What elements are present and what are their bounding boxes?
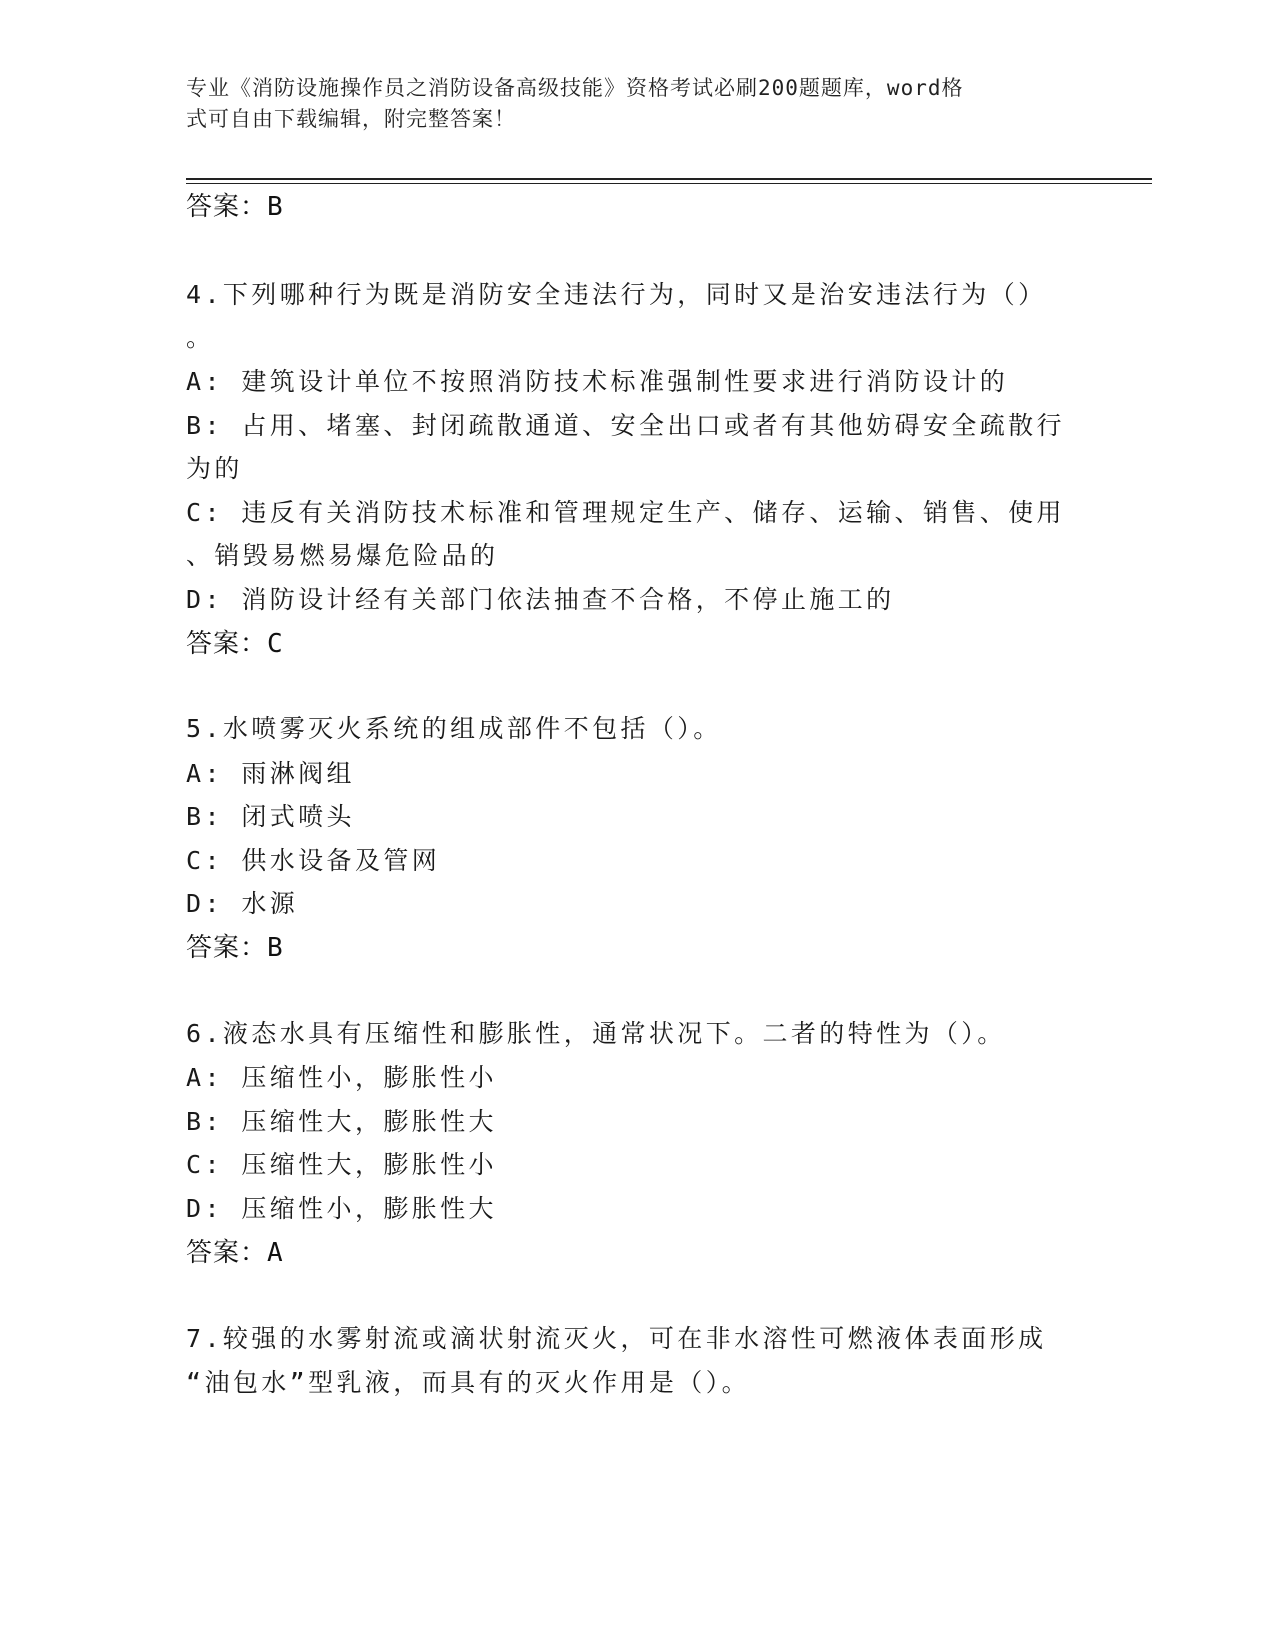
- answer-value: B: [267, 192, 284, 222]
- question-4-option-b-cont: 为的: [186, 454, 243, 483]
- question-4-stem-cont: 。: [186, 323, 215, 352]
- answer-value: A: [267, 1238, 284, 1268]
- question-5-stem: 5.水喷雾灭火系统的组成部件不包括（）。: [186, 714, 722, 743]
- question-6-option-a: A: 压缩性小，膨胀性小: [186, 1063, 497, 1092]
- question-6-option-c: C: 压缩性大，膨胀性小: [186, 1150, 497, 1179]
- answer-q5: [186, 927, 284, 964]
- answer-q3: [186, 186, 284, 223]
- question-6-option-b: B: 压缩性大，膨胀性大: [186, 1107, 497, 1136]
- answer-label: 答案：: [186, 629, 268, 659]
- question-4-stem: 4.下列哪种行为既是消防安全违法行为，同时又是治安违法行为（）: [186, 280, 1047, 309]
- question-5-option-b: B: 闭式喷头: [186, 802, 355, 831]
- answer-label: 答案：: [186, 192, 268, 222]
- answer-value: C: [267, 629, 284, 659]
- question-4-option-d: D: 消防设计经有关部门依法抽查不合格，不停止施工的: [186, 585, 895, 614]
- header-rule-thin: [186, 183, 1152, 184]
- question-4-option-a: A: 建筑设计单位不按照消防技术标准强制性要求进行消防设计的: [186, 367, 1009, 396]
- question-5-option-a: A: 雨淋阀组: [186, 759, 355, 788]
- question-4-option-b: B: 占用、堵塞、封闭疏散通道、安全出口或者有其他妨碍安全疏散行: [186, 411, 1065, 440]
- question-6-stem: 6.液态水具有压缩性和膨胀性，通常状况下。二者的特性为（）。: [186, 1019, 1006, 1048]
- question-5-option-c: C: 供水设备及管网: [186, 846, 441, 875]
- header-line-2: 式可自由下载编辑，附完整答案！: [186, 107, 516, 131]
- answer-q6: [186, 1232, 284, 1269]
- header-rule-thick: [186, 178, 1152, 180]
- header-line-1: 专业《消防设施操作员之消防设备高级技能》资格考试必刷200题题库，word格: [186, 76, 964, 100]
- question-7-stem-cont: “油包水”型乳液，而具有的灭火作用是（）。: [186, 1368, 751, 1397]
- answer-q4: [186, 623, 284, 660]
- page-header-note: [186, 73, 1066, 135]
- question-5-option-d: D: 水源: [186, 889, 299, 918]
- question-7-stem: 7.较强的水雾射流或滴状射流灭火，可在非水溶性可燃液体表面形成: [186, 1324, 1047, 1353]
- answer-label: 答案：: [186, 1238, 268, 1268]
- question-4-option-c-cont: 、销毁易燃易爆危险品的: [186, 541, 499, 570]
- answer-value: B: [267, 933, 284, 963]
- answer-label: 答案：: [186, 933, 268, 963]
- question-6-option-d: D: 压缩性小，膨胀性大: [186, 1194, 497, 1223]
- question-4-option-c: C: 违反有关消防技术标准和管理规定生产、储存、运输、销售、使用: [186, 498, 1065, 527]
